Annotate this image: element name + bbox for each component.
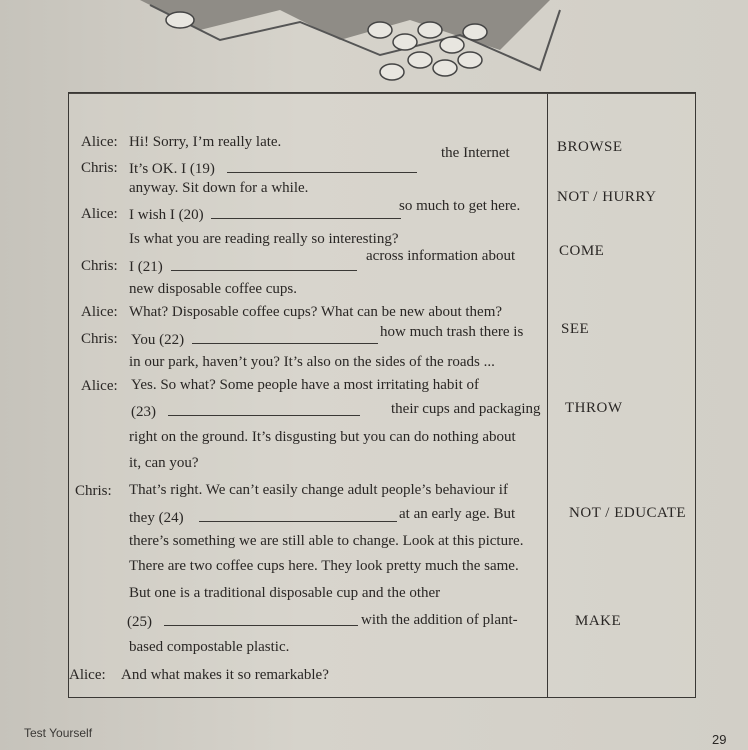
speaker-label: Alice:: [81, 304, 118, 320]
verb-prompt: BROWSE: [557, 139, 623, 155]
page-number: 29: [712, 732, 727, 747]
dialogue-text: at an early age. But: [399, 506, 516, 522]
row-line: [69, 93, 695, 94]
dialogue-line: it, can you?: [129, 455, 199, 471]
dialogue-line: Is what you are reading really so interesting?: [129, 231, 399, 247]
answer-blank-21[interactable]: [171, 258, 357, 271]
dialogue-line: What? Disposable coffee cups? What can be new about them?: [129, 304, 503, 320]
answer-blank-23[interactable]: [168, 403, 360, 416]
dialogue-line: But one is a traditional disposable cup and the other: [129, 585, 441, 601]
dialogue-text: I wish I (20): [129, 207, 204, 223]
dialogue-text: (23): [131, 404, 156, 420]
answer-blank-25[interactable]: [164, 613, 358, 626]
dialogue-line: [131, 331, 378, 349]
verb-prompt: SEE: [561, 321, 590, 337]
speaker-label: Chris:: [81, 331, 118, 347]
dialogue-line: Yes. So what? Some people have a most irritating habit of: [131, 377, 480, 393]
dialogue-line: There are two coffee cups here. They look pretty much the same.: [129, 558, 519, 574]
dialogue-text: their cups and packaging: [391, 401, 541, 417]
dialogue-line: [131, 403, 360, 421]
dialogue-line: [129, 160, 427, 178]
dialogue-line: right on the ground. It’s disgusting but you can do nothing about: [129, 429, 516, 445]
answer-blank-22[interactable]: [192, 331, 378, 344]
dialogue-text: how much trash there is: [380, 324, 524, 340]
dialogue-line: [127, 613, 358, 631]
dialogue-line: [129, 206, 401, 224]
dialogue-text: so much to get here.: [399, 198, 521, 214]
dialogue-table: [68, 92, 696, 698]
speaker-label: Alice:: [81, 134, 118, 150]
dialogue-line: That’s right. We can’t easily change adult people’s behaviour if: [129, 482, 508, 498]
speaker-label: Chris:: [81, 258, 118, 274]
dialogue-line: [129, 509, 397, 527]
verb-prompt: NOT / HURRY: [557, 189, 657, 205]
verb-prompt: MAKE: [575, 613, 622, 629]
dialogue-line: in our park, haven’t you? It’s also on the sides of the roads ...: [129, 354, 495, 370]
column-divider: [547, 93, 548, 697]
speaker-label: Chris:: [81, 160, 118, 176]
dialogue-line: new disposable coffee cups.: [129, 281, 298, 297]
dialogue-text: It’s OK. I (19): [129, 161, 215, 177]
dialogue-line: based compostable plastic.: [129, 639, 290, 655]
dialogue-text: with the addition of plant-: [361, 612, 518, 628]
answer-blank-24[interactable]: [199, 509, 397, 522]
dialogue-text: You (22): [131, 332, 185, 348]
dialogue-line: there’s something we are still able to change. Look at this picture.: [129, 533, 524, 549]
decorative-illustration: [80, 0, 600, 90]
verb-prompt: COME: [559, 243, 605, 259]
verb-prompt: THROW: [565, 400, 623, 416]
section-footer: Test Yourself: [24, 726, 93, 740]
dialogue-text: they (24): [129, 510, 184, 526]
speaker-label: Alice:: [69, 667, 106, 683]
dialogue-text: I (21): [129, 259, 163, 275]
dialogue-text: across information about: [366, 248, 516, 264]
speaker-label: Alice:: [81, 378, 118, 394]
speaker-label: Alice:: [81, 206, 118, 222]
dialogue-text: the Internet: [441, 145, 510, 161]
dialogue-line: And what makes it so remarkable?: [121, 667, 329, 683]
answer-blank-20[interactable]: [211, 206, 401, 219]
dialogue-line: anyway. Sit down for a while.: [129, 180, 309, 196]
verb-prompt: NOT / EDUCATE: [569, 505, 687, 521]
dialogue-line: [129, 258, 357, 276]
dialogue-text: (25): [127, 614, 152, 630]
answer-blank-19[interactable]: [227, 160, 417, 173]
speaker-label: Chris:: [75, 483, 112, 499]
dialogue-line: Hi! Sorry, I’m really late.: [129, 134, 282, 150]
